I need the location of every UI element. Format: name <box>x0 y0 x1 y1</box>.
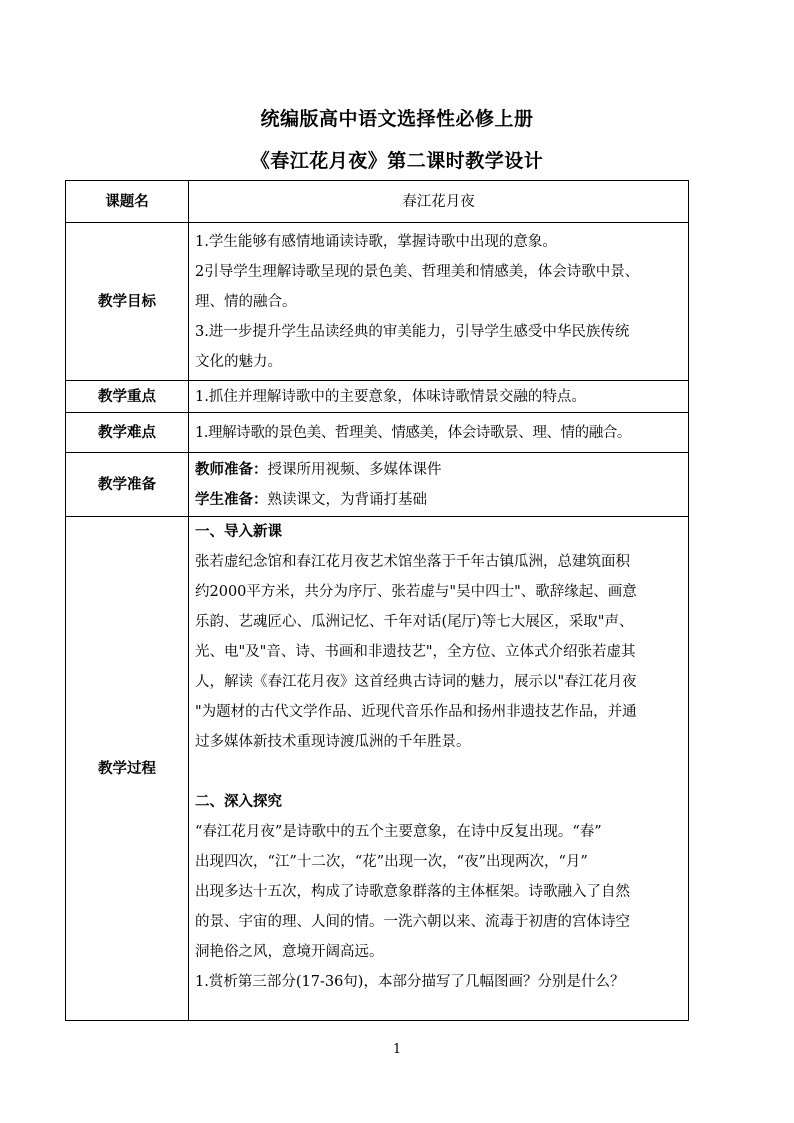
section2-line: 出现四次，“江”十二次，“花”出现一次，“夜”出现两次，“月” <box>195 854 588 870</box>
section1-line: 约2000平方米，共分为序厅、张若虚与"吴中四士"、歌辞缘起、画意 <box>195 584 637 600</box>
section2-line: 洞艳俗之风，意境开阔高远。 <box>195 944 384 960</box>
goal-line: 1.学生能够有感情地诵读诗歌，掌握诗歌中出现的意象。 <box>195 233 557 250</box>
section1-line: "为题材的古代文学作品、近现代音乐作品和扬州非遗技艺作品，并通 <box>195 704 637 720</box>
value-process <box>189 517 689 1021</box>
section1-line: 人，解读《春江花月夜》这首经典古诗词的魅力，展示以"春江花月夜 <box>195 674 637 690</box>
document-title-line2: 《春江花月夜》第二课时教学设计 <box>250 150 544 172</box>
table-row-process <box>66 517 689 1021</box>
lesson-plan-table <box>65 180 689 1021</box>
table-row-difficulties <box>66 413 689 453</box>
section2-line: 1.赏析第三部分(17-36句)，本部分描写了几幅图画？分别是什么？ <box>195 974 625 990</box>
section2-line: 出现多达十五次，构成了诗歌意象群落的主体框架。诗歌融入了自然 <box>195 884 630 900</box>
table-row-preparation <box>66 453 689 517</box>
label-process: 教学过程 <box>66 517 189 1021</box>
section1-line: 光、电"及"音、诗、书画和非遗技艺"，全方位、立体式介绍张若虚其 <box>195 644 636 660</box>
section1-line: 张若虚纪念馆和春江花月夜艺术馆坐落于千年古镇瓜洲，总建筑面积 <box>195 554 630 570</box>
value-topic: 春江花月夜 <box>189 181 689 223</box>
value-preparation <box>189 453 689 517</box>
label-difficulties: 教学难点 <box>66 413 189 453</box>
teacher-prep-label: 教师准备： <box>195 460 268 478</box>
section2-line: 的景、宇宙的理、人间的情。一洗六朝以来、流毒于初唐的宫体诗空 <box>195 914 630 930</box>
value-key-points: 1.抓住并理解诗歌中的主要意象，体味诗歌情景交融的特点。 <box>189 381 689 413</box>
value-difficulties: 1.理解诗歌的景色美、哲理美、情感美，体会诗歌景、理、情的融合。 <box>189 413 689 453</box>
teacher-prep-line <box>195 455 682 485</box>
table-row-goals <box>66 223 689 381</box>
blank-line <box>195 757 682 787</box>
student-prep-line <box>195 485 682 515</box>
document-title-line1: 统编版高中语文选择性必修上册 <box>260 108 534 130</box>
table-row-key-points <box>66 381 689 413</box>
label-preparation: 教学准备 <box>66 453 189 517</box>
page-number: 1 <box>392 1042 402 1057</box>
goal-line: 文化的魅力。 <box>195 353 282 370</box>
teacher-prep-text: 授课所用视频、多媒体课件 <box>267 461 442 478</box>
section2-line: “春江花月夜”是诗歌中的五个主要意象，在诗中反复出现。“春” <box>195 824 602 840</box>
section2-heading: 二、深入探究 <box>195 793 282 810</box>
label-key-points: 教学重点 <box>66 381 189 413</box>
student-prep-label: 学生准备： <box>195 490 268 508</box>
label-goals: 教学目标 <box>66 223 189 381</box>
student-prep-text: 熟读课文，为背诵打基础 <box>267 491 427 508</box>
section1-heading: 一、导入新课 <box>195 523 282 540</box>
value-goals <box>189 223 689 381</box>
section1-line: 过多媒体新技术重现诗渡瓜洲的千年胜景。 <box>195 734 471 750</box>
goal-line: 3.进一步提升学生品读经典的审美能力，引导学生感受中华民族传统 <box>195 323 630 340</box>
section1-line: 乐韵、艺魂匠心、瓜洲记忆、千年对话(尾厅)等七大展区，采取"声、 <box>195 614 634 630</box>
label-topic: 课题名 <box>66 181 189 223</box>
goal-line: 理、情的融合。 <box>195 293 297 310</box>
goal-line: 2引导学生理解诗歌呈现的景色美、哲理美和情感美，体会诗歌中景、 <box>195 263 640 280</box>
table-row-topic <box>66 181 689 223</box>
